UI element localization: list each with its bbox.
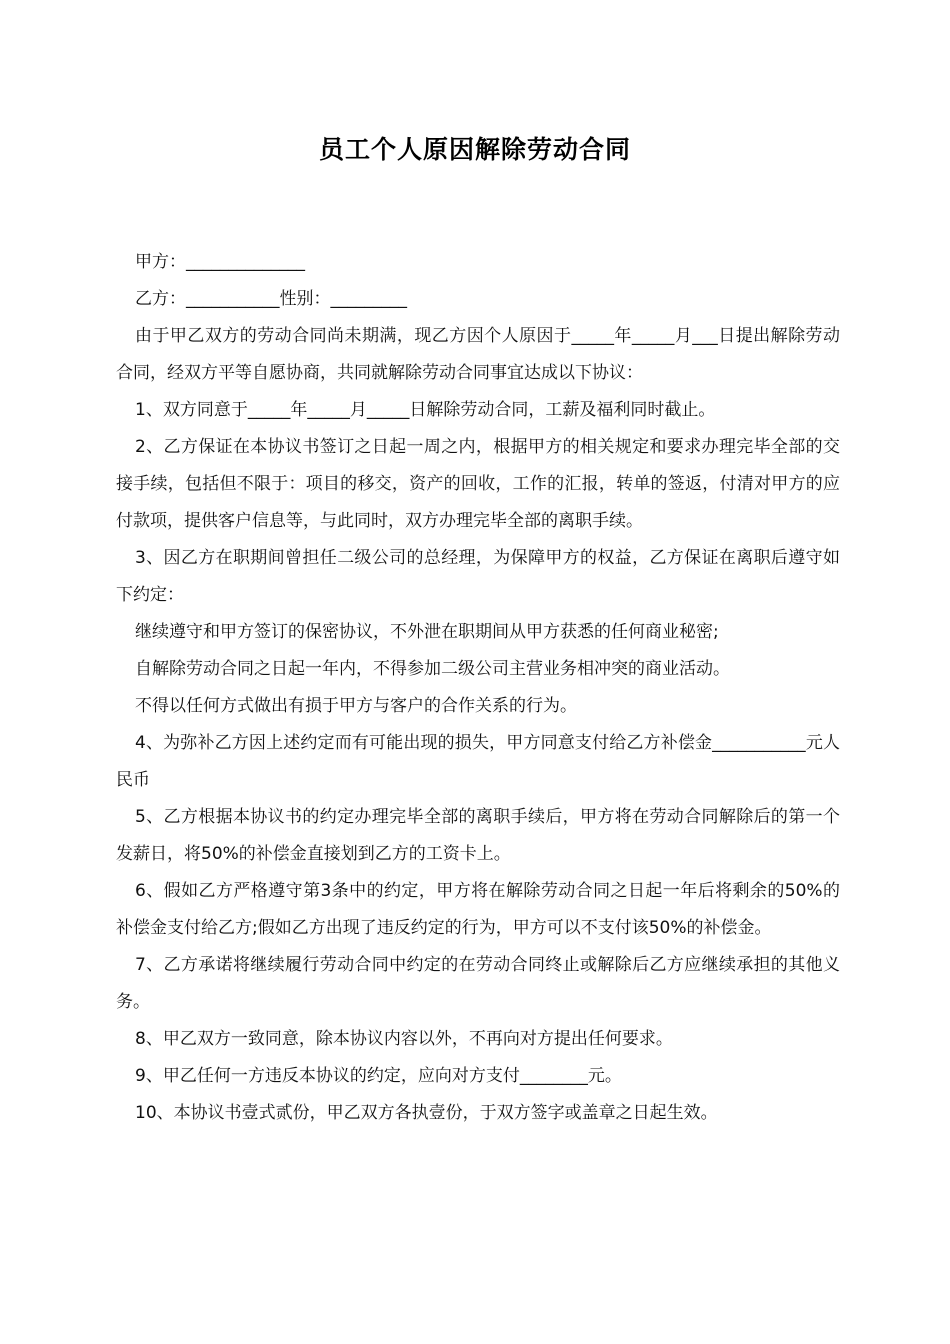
- document-title: 员工个人原因解除劳动合同: [318, 135, 631, 164]
- clause-3: 3、因乙方在职期间曾担任二级公司的总经理，为保障甲方的权益，乙方保证在离职后遵守如下约定：: [116, 548, 840, 605]
- clause-2: 2、乙方保证在本协议书签订之日起一周之内，根据甲方的相关规定和要求办理完毕全部的交接手续，包括但不限于：项目的移交，资产的回收，工作的汇报，转单的签返，付清对甲方的应付款项，提供客户信息等，与此同时，双方办理完毕全部的离职手续。: [116, 437, 840, 531]
- party-a-line: 甲方：______________: [135, 252, 305, 272]
- clause-3-item-confidentiality: 继续遵守和甲方签订的保密协议，不外泄在职期间从甲方获悉的任何商业秘密;: [135, 622, 719, 642]
- clause-4: 4、为弥补乙方因上述约定而有可能出现的损失，甲方同意支付给乙方补偿金___________元人民币: [116, 733, 840, 790]
- clause-7: 7、乙方承诺将继续履行劳动合同中约定的在劳动合同终止或解除后乙方应继续承担的其他义务。: [116, 955, 840, 1012]
- document-body: [116, 244, 840, 1132]
- clause-1: 1、双方同意于_____年_____月_____日解除劳动合同，工薪及福利同时截止。: [135, 400, 716, 420]
- clause-8: 8、甲乙双方一致同意，除本协议内容以外，不再向对方提出任何要求。: [135, 1029, 673, 1049]
- clause-10: 10、本协议书壹式贰份，甲乙双方各执壹份，于双方签字或盖章之日起生效。: [135, 1103, 718, 1123]
- clause-5: 5、乙方根据本协议书的约定办理完毕全部的离职手续后，甲方将在劳动合同解除后的第一个发薪日，将50%的补偿金直接划到乙方的工资卡上。: [116, 807, 840, 864]
- clause-3-item-no-harm: 不得以任何方式做出有损于甲方与客户的合作关系的行为。: [135, 696, 577, 716]
- clause-6: 6、假如乙方严格遵守第3条中的约定，甲方将在解除劳动合同之日起一年后将剩余的50%的补偿金支付给乙方;假如乙方出现了违反约定的行为，甲方可以不支付该50%的补偿金。: [116, 881, 840, 938]
- clause-3-item-non-compete: 自解除劳动合同之日起一年内，不得参加二级公司主营业务相冲突的商业活动。: [135, 659, 730, 679]
- clause-9: 9、甲乙任何一方违反本协议的约定，应向对方支付________元。: [135, 1066, 622, 1086]
- party-b-line: 乙方：___________性别：_________: [135, 289, 407, 309]
- preamble-paragraph: 由于甲乙双方的劳动合同尚未期满，现乙方因个人原因于_____年_____月___日提出解除劳动合同，经双方平等自愿协商，共同就解除劳动合同事宜达成以下协议：: [116, 326, 840, 383]
